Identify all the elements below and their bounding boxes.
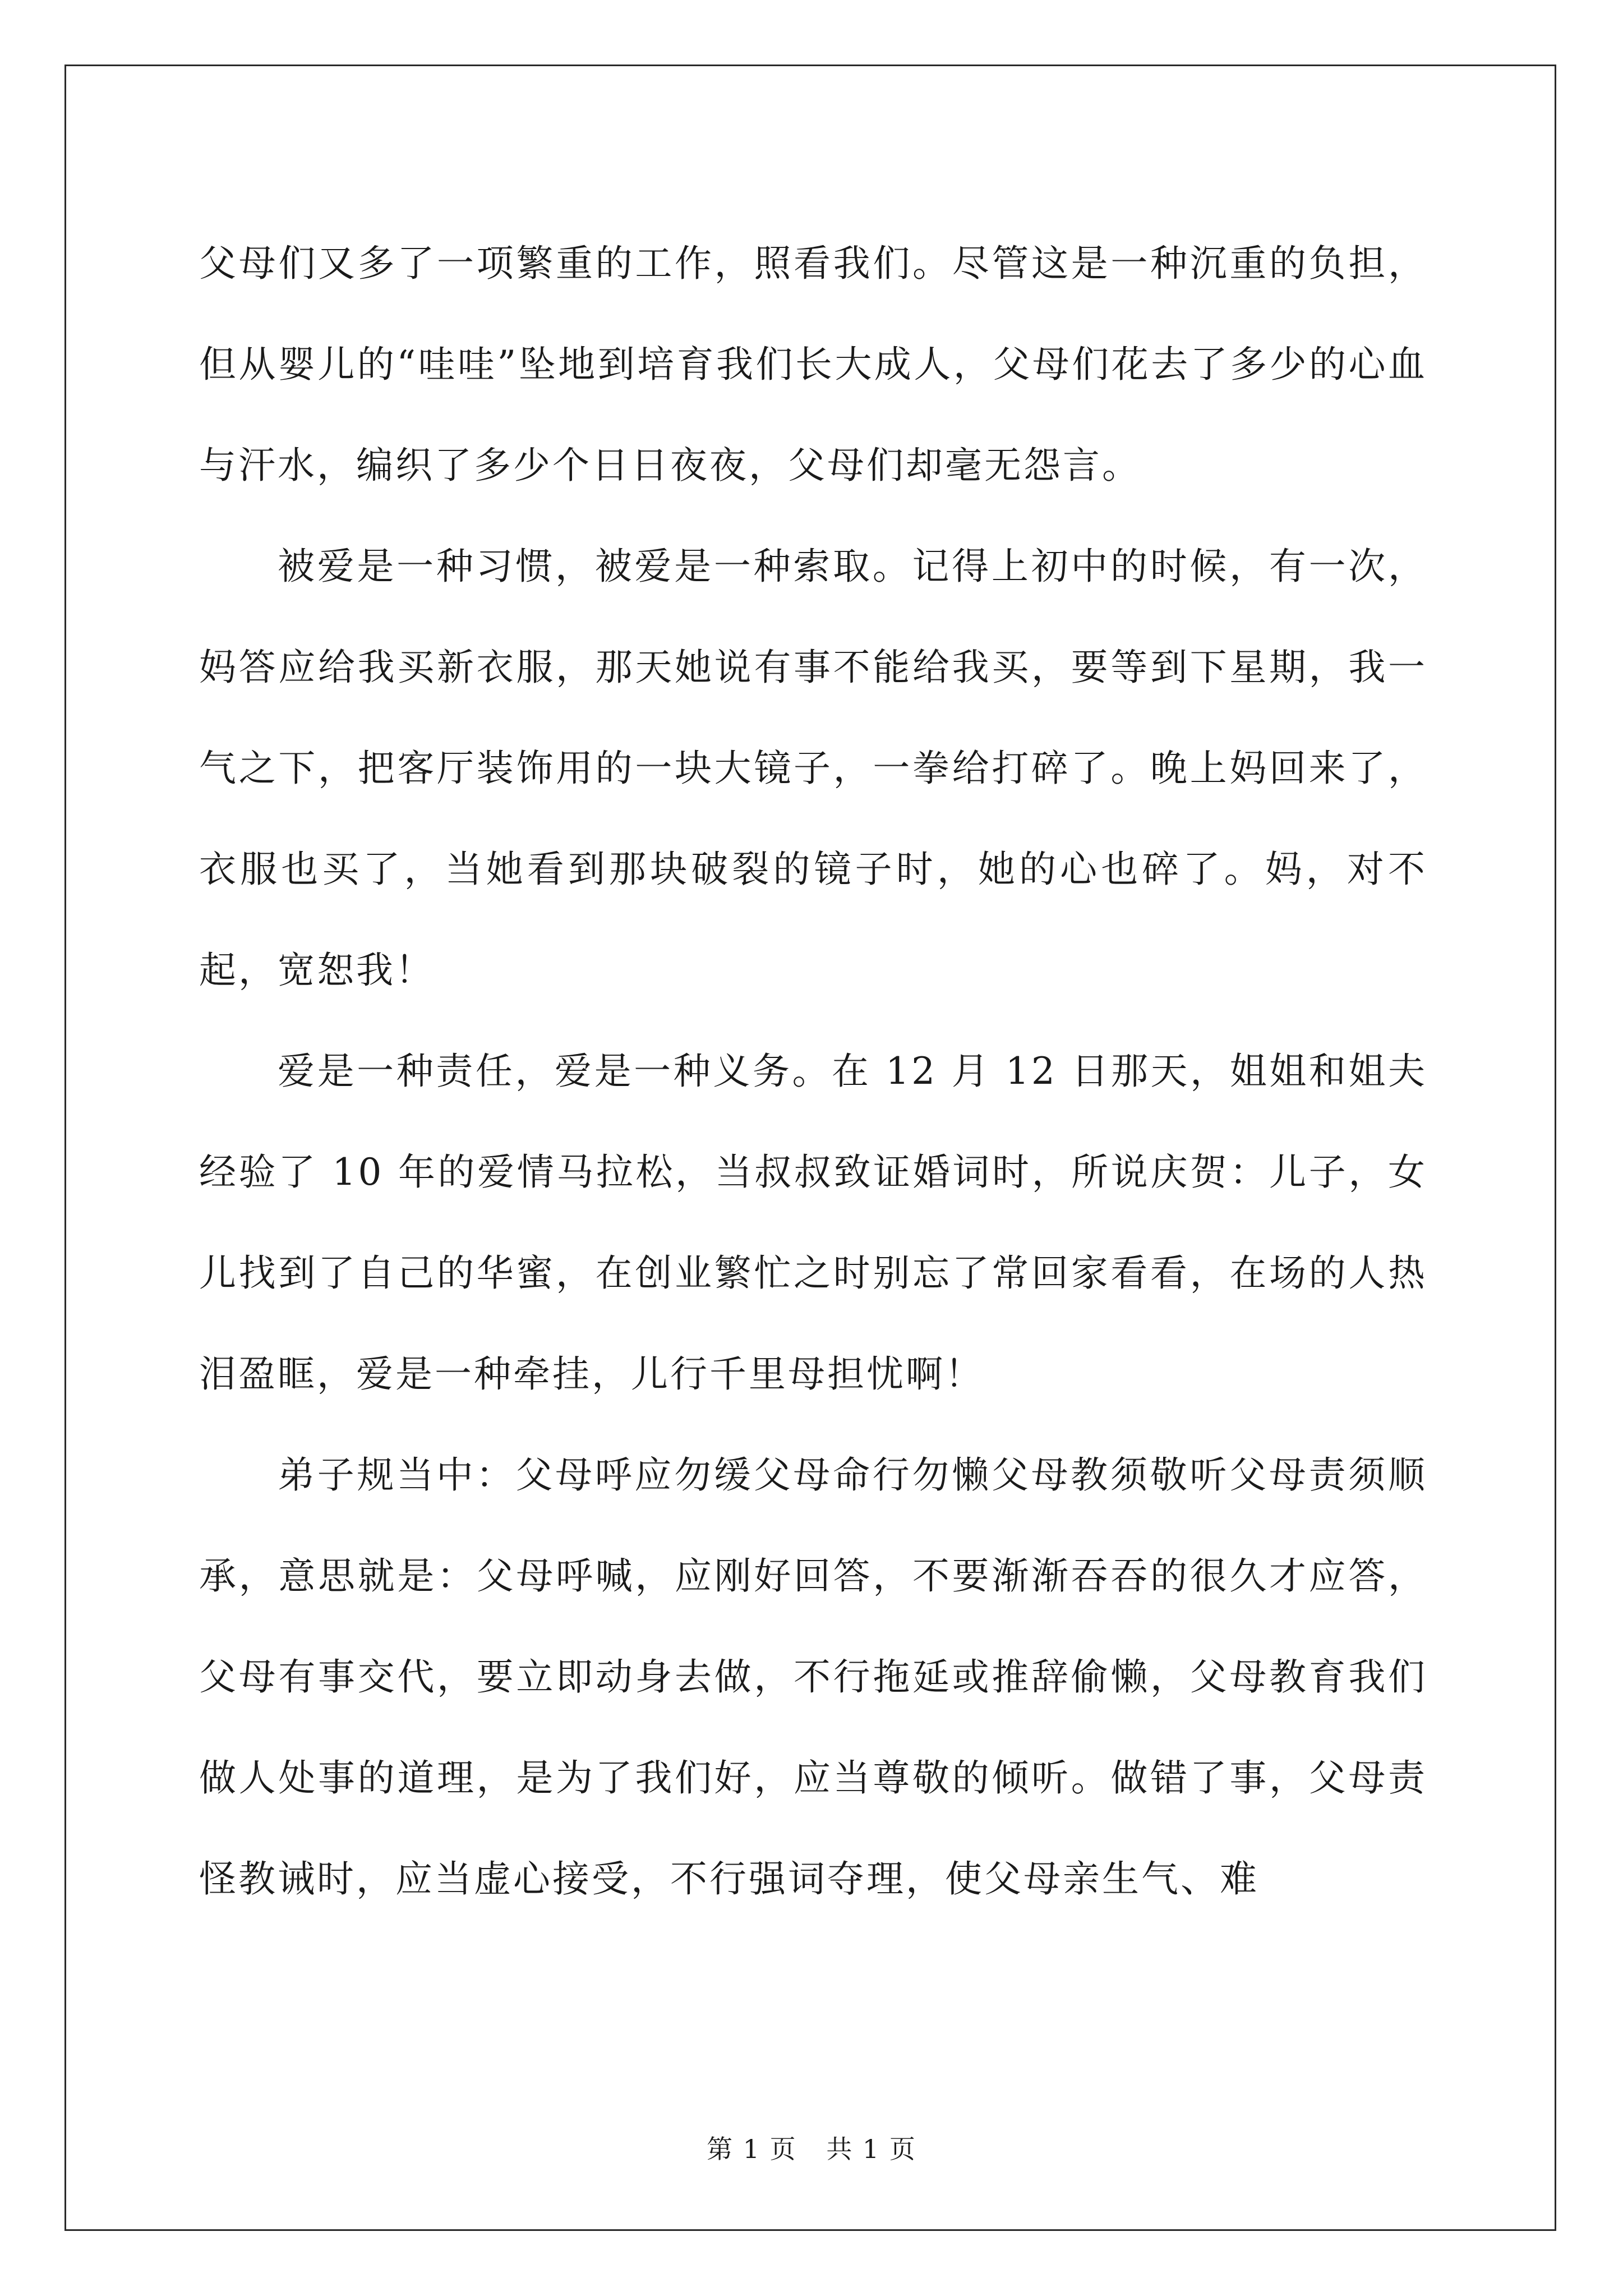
page-footer	[0, 2129, 1623, 2166]
paragraph-2: 被爱是一种习惯，被爱是一种索取。记得上初中的时候，有一次，妈答应给我买新衣服，那天她说有事不能给我买，要等到下星期，我一气之下，把客厅装饰用的一块大镜子，一拳给打碎了。晚上妈回来了，衣服也买了，当她看到那块破裂的镜子时，她的心也碎了。妈，对不起，宽恕我！	[199, 545, 1427, 992]
paragraph-4: 弟子规当中：父母呼应勿缓父母命行勿懒父母教须敬听父母责须顺承，意思就是：父母呼喊，应刚好回答，不要渐渐吞吞的很久才应答，父母有事交代，要立即动身去做，不行拖延或推辞偷懒，父母教育我们做人处事的道理，是为了我们好，应当尊敬的倾听。做错了事，父母责怪教诫时，应当虚心接受，不行强词夺理，使父母亲生气、难	[199, 1453, 1427, 1901]
paragraph-1: 父母们又多了一项繁重的工作，照看我们。尽管这是一种沉重的负担，但从婴儿的“哇哇”坠地到培育我们长大成人，父母们花去了多少的心血与汗水，编织了多少个日日夜夜，父母们却毫无怨言。	[199, 242, 1427, 487]
page-total: 共 1 页	[826, 2134, 916, 2164]
document-body	[199, 213, 1427, 1930]
paragraph-3: 爱是一种责任，爱是一种义务。在 12 月 12 日那天，姐姐和姐夫经验了 10 年的爱情马拉松，当叔叔致证婚词时，所说庆贺：儿子，女儿找到了自己的华蜜，在创业繁忙之时别忘了常回家看看，在场的人热泪盈眶，爱是一种牵挂，儿行千里母担忧啊！	[199, 1050, 1427, 1396]
page-number: 第 1 页	[707, 2134, 797, 2164]
